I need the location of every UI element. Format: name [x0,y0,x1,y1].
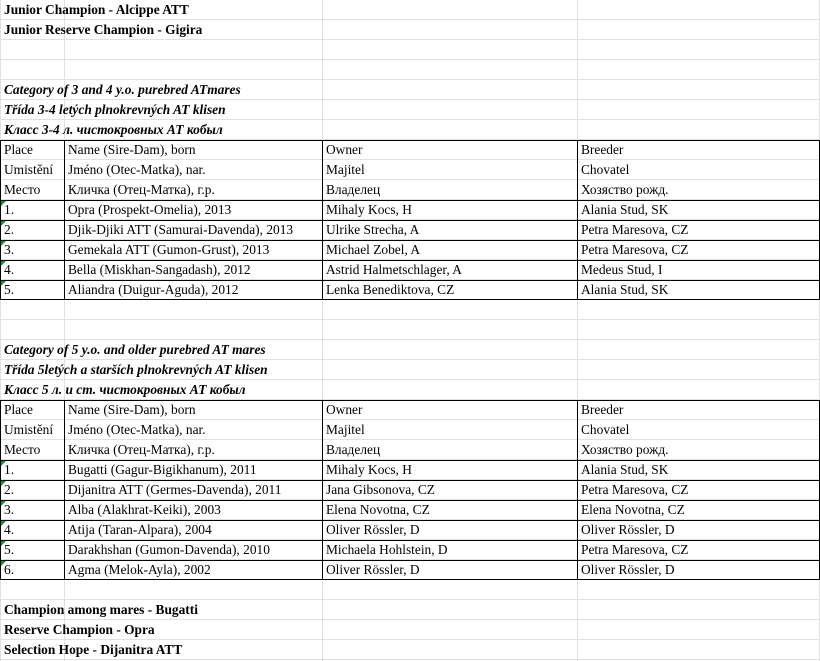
cell-owner[interactable]: Michaela Hohlstein, D [326,542,448,557]
cell-owner[interactable]: Владелец [326,442,381,457]
cell-name[interactable]: Jméno (Otec-Matka), nar. [68,162,206,177]
cell-name[interactable]: Gemekala ATT (Gumon-Grust), 2013 [68,242,270,257]
cell-breeder[interactable]: Breeder [581,402,624,417]
cell-name[interactable]: Bella (Miskhan-Sangadash), 2012 [68,262,251,277]
table-border-horizontal [0,480,820,481]
table-border-horizontal [0,579,820,580]
sheet-row [0,360,820,380]
table-header-row [0,160,820,180]
cell-place[interactable]: 6. [4,562,15,577]
sheet-row [0,80,820,100]
comment-indicator-icon [1,541,6,546]
cell-name[interactable]: Darakhshan (Gumon-Davenda), 2010 [68,542,270,557]
category1-results-table [0,140,820,300]
category1-title-cz[interactable]: Třída 3-4 letých plnokrevných AT klisen [4,102,226,117]
table-border-vertical [577,400,578,580]
sheet-row [0,640,820,660]
table-border-horizontal [0,460,820,461]
category2-title-cz[interactable]: Třída 5letých a starších plnokrevných AT klisen [4,362,268,377]
table-border-horizontal [0,299,820,300]
mares-champion-text[interactable]: Champion among mares - Bugatti [4,602,198,617]
table-border-horizontal [0,560,820,561]
table-row [0,280,820,300]
cell-breeder[interactable]: Хозяство рожд. [581,182,669,197]
selection-hope-text[interactable]: Selection Hope - Dijanitra ATT [4,642,183,657]
table-border-vertical [64,140,65,300]
table-border-horizontal [0,400,820,401]
table-border-horizontal [0,140,820,141]
cell-owner[interactable]: Владелец [326,182,381,197]
table-border-vertical [577,140,578,300]
cell-owner[interactable]: Lenka Benediktova, CZ [326,282,455,297]
gridline-horizontal [0,59,820,60]
sheet-row [0,100,820,120]
table-header-row [0,400,820,420]
table-row [0,480,820,500]
category2-title-en[interactable]: Category of 5 y.o. and older purebred AT mares [4,342,266,357]
comment-indicator-icon [1,221,6,226]
table-row [0,260,820,280]
comment-indicator-icon [1,501,6,506]
cell-name[interactable]: Atija (Taran-Alpara), 2004 [68,522,212,537]
cell-name[interactable]: Alba (Alakhrat-Keiki), 2003 [68,502,221,517]
sheet-row [0,0,820,20]
table-row [0,220,820,240]
cell-owner[interactable]: Jana Gibsonova, CZ [326,482,435,497]
cell-name[interactable]: Dijanitra ATT (Germes-Davenda), 2011 [68,482,282,497]
cell-breeder[interactable]: Petra Maresova, CZ [581,242,689,257]
cell-breeder[interactable]: Chovatel [581,162,630,177]
sheet-row [0,620,820,640]
reserve-champion-text[interactable]: Reserve Champion - Opra [4,622,155,637]
cell-breeder[interactable]: Breeder [581,142,624,157]
table-border-vertical [0,140,1,300]
cell-owner[interactable]: Majitel [326,422,365,437]
cell-place[interactable]: Место [4,182,41,197]
cell-breeder[interactable]: Oliver Rössler, D [581,522,675,537]
cell-place[interactable]: Place [4,402,33,417]
table-border-horizontal [0,200,820,201]
sheet-row [0,340,820,360]
comment-indicator-icon [1,241,6,246]
table-row [0,460,820,480]
sheet-row [0,20,820,40]
table-border-vertical [64,400,65,580]
cell-name[interactable]: Opra (Prospekt-Omelia), 2013 [68,202,232,217]
cell-place[interactable]: 5. [4,282,15,297]
cell-name[interactable]: Name (Sire-Dam), born [68,402,196,417]
category1-title-en[interactable]: Category of 3 and 4 y.o. purebred ATmares [4,82,241,97]
comment-indicator-icon [1,521,6,526]
comment-indicator-icon [1,461,6,466]
table-row [0,240,820,260]
comment-indicator-icon [1,281,6,286]
cell-breeder[interactable]: Хозяство рожд. [581,442,669,457]
comment-indicator-icon [1,561,6,566]
table-row [0,520,820,540]
cell-owner[interactable]: Owner [326,402,363,417]
comment-indicator-icon [1,201,6,206]
cell-breeder[interactable]: Alania Stud, SK [581,462,669,477]
cell-name[interactable]: Agma (Melok-Ayla), 2002 [68,562,211,577]
sheet-row [0,120,820,140]
category1-title-ru[interactable]: Класс 3-4 л. чистокровных АТ кобыл [4,122,223,137]
cell-place[interactable]: 1. [4,462,15,477]
cell-breeder[interactable]: Alania Stud, SK [581,282,669,297]
cell-place[interactable]: 5. [4,542,15,557]
cell-owner[interactable]: Michael Zobel, A [326,242,421,257]
table-border-horizontal [0,260,820,261]
table-border-horizontal [0,280,820,281]
table-row [0,500,820,520]
cell-owner[interactable]: Ulrike Strecha, A [326,222,420,237]
cell-breeder[interactable]: Alania Stud, SK [581,202,669,217]
cell-name[interactable]: Djik-Djiki ATT (Samurai-Davenda), 2013 [68,222,294,237]
gridline-horizontal [0,319,820,320]
table-border-vertical [322,400,323,580]
cell-owner[interactable]: Oliver Rössler, D [326,522,420,537]
table-row [0,200,820,220]
cell-owner[interactable]: Owner [326,142,363,157]
table-header-row [0,420,820,440]
category2-title-ru[interactable]: Класс 5 л. и ст. чистокровных АТ кобыл [4,382,246,397]
sheet-row [0,380,820,400]
cell-name[interactable]: Кличка (Отец-Матка), г.р. [68,182,215,197]
cell-name[interactable]: Кличка (Отец-Матка), г.р. [68,442,215,457]
junior-reserve-text[interactable]: Junior Reserve Champion - Gigira [4,22,203,37]
cell-place[interactable]: 4. [4,262,15,277]
table-border-horizontal [0,220,820,221]
table-border-horizontal [0,500,820,501]
cell-place[interactable]: Место [4,442,41,457]
cell-place[interactable]: 4. [4,522,15,537]
table-border-horizontal [0,520,820,521]
cell-name[interactable]: Bugatti (Gagur-Bigikhanum), 2011 [68,462,257,477]
cell-name[interactable]: Jméno (Otec-Matka), nar. [68,422,206,437]
cell-breeder[interactable]: Oliver Rössler, D [581,562,675,577]
cell-owner[interactable]: Astrid Halmetschlager, A [326,262,462,277]
cell-place[interactable]: 3. [4,502,15,517]
cell-owner[interactable]: Mihaly Kocs, H [326,462,412,477]
cell-breeder[interactable]: Elena Novotna, CZ [581,502,685,517]
cell-owner[interactable]: Oliver Rössler, D [326,562,420,577]
table-border-vertical [0,400,1,580]
cell-breeder[interactable]: Petra Maresova, CZ [581,222,689,237]
sheet-row [0,600,820,620]
junior-champion-text[interactable]: Junior Champion - Alcippe ATT [4,2,189,17]
cell-name[interactable]: Aliandra (Duigur-Aguda), 2012 [68,282,239,297]
cell-breeder[interactable]: Medeus Stud, I [581,262,663,277]
cell-place[interactable]: 2. [4,222,15,237]
table-header-row [0,140,820,160]
cell-place[interactable]: 1. [4,202,15,217]
table-header-row [0,440,820,460]
cell-place[interactable]: 2. [4,482,15,497]
table-border-vertical [322,140,323,300]
cell-owner[interactable]: Elena Novotna, CZ [326,502,430,517]
cell-place[interactable]: 3. [4,242,15,257]
cell-owner[interactable]: Majitel [326,162,365,177]
cell-breeder[interactable]: Petra Maresova, CZ [581,482,689,497]
table-row [0,540,820,560]
comment-indicator-icon [1,261,6,266]
comment-indicator-icon [1,481,6,486]
cell-place[interactable]: Umistění [4,162,54,177]
table-border-horizontal [0,540,820,541]
table-row [0,560,820,580]
cell-place[interactable]: Umistění [4,422,54,437]
cell-owner[interactable]: Mihaly Kocs, H [326,202,412,217]
table-header-row [0,180,820,200]
cell-breeder[interactable]: Chovatel [581,422,630,437]
cell-place[interactable]: Place [4,142,33,157]
cell-breeder[interactable]: Petra Maresova, CZ [581,542,689,557]
category2-results-table [0,400,820,580]
table-border-horizontal [0,240,820,241]
cell-name[interactable]: Name (Sire-Dam), born [68,142,196,157]
